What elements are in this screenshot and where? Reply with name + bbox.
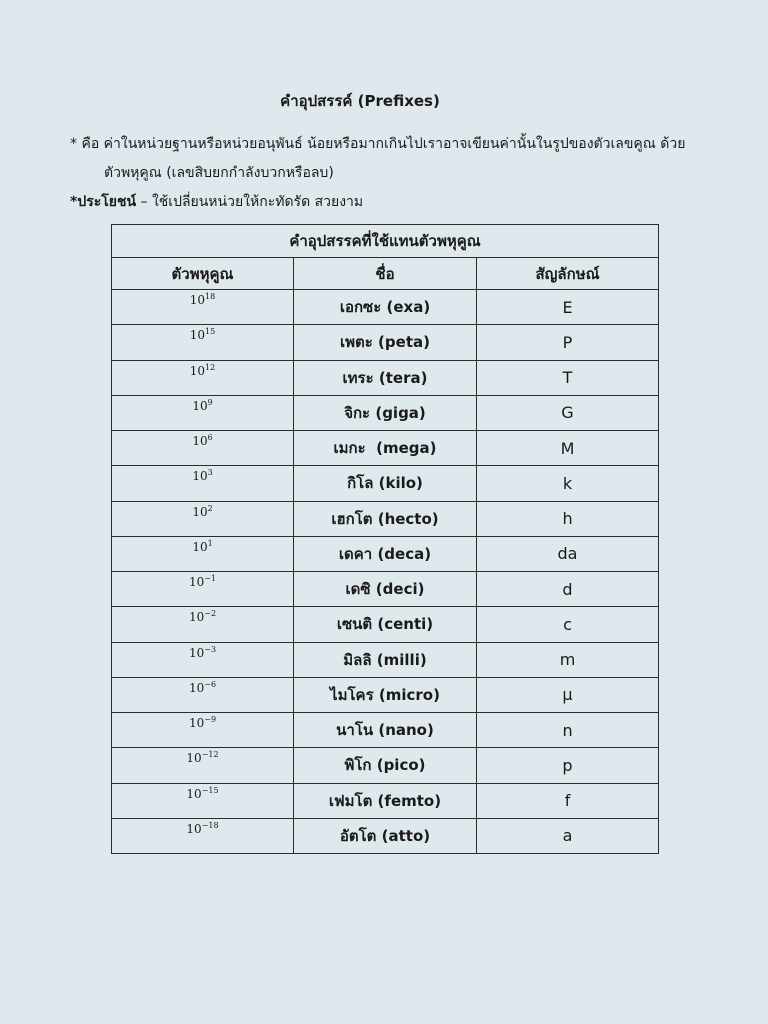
power-base: 10 [186, 786, 202, 801]
table-caption: คำอุปสรรคที่ใช้แทนตัวพหุคูณ [112, 225, 659, 258]
power-cell [112, 713, 294, 748]
table-body [112, 290, 659, 854]
prefix-symbol-cell: P [477, 325, 659, 360]
prefix-row [112, 677, 659, 712]
prefix-name-cell: พิโก (pico) [294, 748, 477, 783]
power-exponent: −3 [204, 644, 217, 654]
page-title: คำอุปสรรค์ (Prefixes) [280, 92, 440, 110]
prefix-row [112, 501, 659, 536]
power-exponent: 2 [207, 503, 213, 513]
prefix-symbol-cell: M [477, 431, 659, 466]
prefix-symbol-cell: T [477, 360, 659, 395]
prefix-row [112, 325, 659, 360]
power-exponent: −18 [201, 820, 219, 830]
power-exponent: 3 [207, 468, 213, 478]
power-cell [112, 395, 294, 430]
benefit-text: – ใช้เปลี่ยนหน่วยให้กะทัดรัด สวยงาม [136, 194, 364, 210]
power-exponent: −12 [201, 750, 219, 760]
prefix-symbol-cell: h [477, 501, 659, 536]
power-base: 10 [192, 504, 208, 519]
header-symbol: สัญลักษณ์ [477, 258, 659, 290]
power-cell [112, 818, 294, 853]
power-exponent: 15 [205, 327, 216, 337]
power-cell [112, 572, 294, 607]
power-cell [112, 748, 294, 783]
power-base: 10 [188, 680, 205, 695]
power-cell [112, 360, 294, 395]
power-base: 10 [188, 575, 205, 589]
prefix-row [112, 818, 659, 853]
power-exponent: −6 [204, 679, 217, 689]
power-cell [112, 325, 294, 360]
prefix-row [112, 748, 659, 783]
prefix-symbol-cell: µ [477, 677, 659, 712]
prefix-name-cell: เดซิ (deci) [294, 572, 477, 607]
prefix-symbol-cell: c [477, 607, 659, 642]
prefix-symbol-cell: m [477, 642, 659, 677]
prefix-name-cell: นาโน (nano) [294, 713, 477, 748]
table-header-row [112, 258, 659, 290]
power-exponent: −2 [204, 609, 217, 619]
prefix-row [112, 783, 659, 818]
prefix-row [112, 536, 659, 571]
table-caption-row [112, 225, 659, 258]
power-base: 10 [188, 645, 205, 660]
power-exponent: 18 [205, 292, 216, 301]
power-base: 10 [188, 716, 205, 730]
prefix-name-cell: กิโล (kilo) [294, 466, 477, 501]
power-cell [112, 783, 294, 818]
prefix-row [112, 290, 659, 325]
prefix-symbol-cell: a [477, 818, 659, 853]
power-cell [112, 677, 294, 712]
prefix-symbol-cell: d [477, 572, 659, 607]
power-exponent: 1 [207, 538, 213, 548]
prefix-row [112, 395, 659, 430]
power-exponent: 6 [207, 433, 213, 442]
benefit-label: *ประโยชน์ [70, 194, 137, 210]
prefix-name-cell: มิลลิ (milli) [294, 642, 477, 677]
prefix-row [112, 713, 659, 748]
power-exponent: −15 [201, 785, 219, 795]
power-exponent: 9 [207, 397, 213, 407]
power-base: 10 [188, 610, 205, 625]
prefix-name-cell: เฮกโต (hecto) [294, 501, 477, 536]
prefix-name-cell: เซนติ (centi) [294, 607, 477, 642]
power-base: 10 [192, 539, 208, 554]
power-base: 10 [192, 434, 208, 448]
power-cell [112, 642, 294, 677]
prefix-symbol-cell: p [477, 748, 659, 783]
prefix-symbol-cell: da [477, 536, 659, 571]
benefit-line [70, 191, 670, 213]
prefix-row [112, 572, 659, 607]
power-base: 10 [192, 469, 208, 484]
prefix-table [111, 224, 659, 854]
prefix-name-cell: ไมโคร (micro) [294, 677, 477, 712]
prefix-symbol-cell: k [477, 466, 659, 501]
power-base: 10 [189, 363, 206, 378]
definition-line-1: * คือ ค่าในหน่วยฐานหรือหน่วยอนุพันธ์ น้อยหรือมากเกินไปเราอาจเขียนค่านั้นในรูปของตัวเลขคูณ ด้วย [70, 136, 686, 152]
prefix-row [112, 431, 659, 466]
prefix-name-cell: เอกซะ (exa) [294, 290, 477, 325]
power-cell [112, 607, 294, 642]
power-base: 10 [192, 398, 208, 413]
prefix-name-cell: จิกะ (giga) [294, 395, 477, 430]
power-base: 10 [186, 751, 202, 766]
power-cell [112, 536, 294, 571]
power-exponent: −1 [204, 574, 217, 583]
power-exponent: 12 [205, 362, 216, 372]
prefix-row [112, 642, 659, 677]
prefix-name-cell: เฟมโต (femto) [294, 783, 477, 818]
prefix-symbol-cell: f [477, 783, 659, 818]
definition-line-2: ตัวพหุคูณ (เลขสิบยกกำลังบวกหรือลบ) [104, 165, 334, 181]
prefix-row [112, 466, 659, 501]
prefix-name-cell: อัตโต (atto) [294, 818, 477, 853]
power-base: 10 [189, 293, 206, 307]
prefix-name-cell: เทระ (tera) [294, 360, 477, 395]
prefix-name-cell: เมกะ (mega) [294, 431, 477, 466]
prefix-name-cell: เดคา (deca) [294, 536, 477, 571]
header-multiplier: ตัวพหุคูณ [112, 258, 294, 290]
power-cell [112, 290, 294, 325]
power-cell [112, 466, 294, 501]
prefix-row [112, 360, 659, 395]
power-cell [112, 501, 294, 536]
prefix-row [112, 607, 659, 642]
header-name: ชื่อ [294, 258, 477, 290]
prefix-symbol-cell: E [477, 290, 659, 325]
prefix-symbol-cell: G [477, 395, 659, 430]
power-base: 10 [189, 328, 206, 343]
prefix-symbol-cell: n [477, 713, 659, 748]
power-exponent: −9 [204, 715, 217, 724]
power-cell [112, 431, 294, 466]
power-base: 10 [186, 821, 202, 836]
prefix-name-cell: เพตะ (peta) [294, 325, 477, 360]
